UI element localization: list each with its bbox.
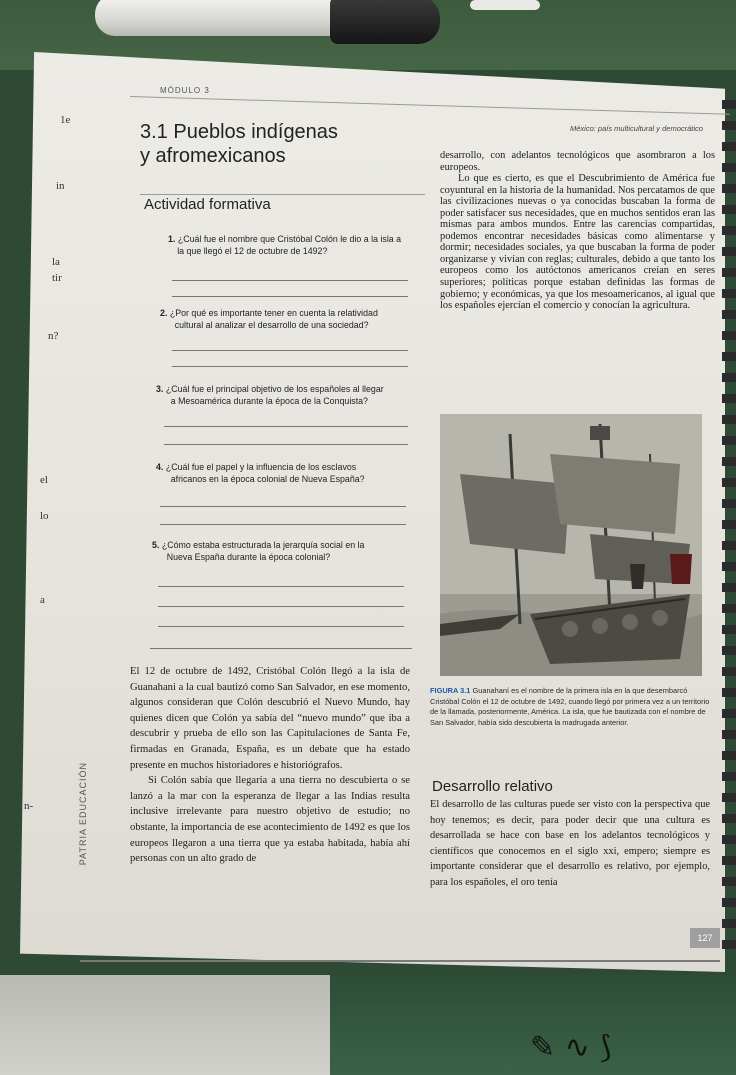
margin-fragment: a [40,594,45,606]
answer-line [164,426,408,427]
answer-line [172,280,408,281]
figure-caption [430,686,712,728]
right-column-text [440,150,715,312]
page-number: 127 [690,928,720,948]
question-3: 3. ¿Cuál fue el principal objetivo de los españoles al llegar a Mesoamérica durante la época de la Conquista? [156,384,384,407]
title-rule [140,194,425,195]
activity-divider [150,648,412,649]
desk-surface [0,975,330,1075]
margin-fragment: 1e [60,114,71,126]
figure-ships-illustration [440,414,702,676]
title-line-1: 3.1 Pueblos indígenas [140,121,338,143]
answer-line [158,586,404,587]
margin-fragment: n- [24,800,34,812]
question-5: 5. ¿Cómo estaba estructurada la jerarquía social en la Nueva España durante la época colonial? [152,540,365,563]
pen-tip [470,0,540,10]
answer-line [172,366,408,367]
answer-line [172,350,408,351]
activity-heading: Actividad formativa [144,196,271,213]
answer-line [164,444,408,445]
figure-label: FIGURA 3.1 [430,686,471,695]
section-heading: Desarrollo relativo [432,778,553,795]
question-2: 2. ¿Por qué es importante tener en cuenta la relatividad cultural al analizar el desarrollo de una sociedad? [160,308,378,331]
publisher-brand: PATRIA EDUCACIÓN [78,762,88,866]
paragraph: desarrollo, con adelantos tecnológicos que asombraron a los europeos. [440,150,715,173]
ship-drawing [440,414,702,676]
answer-line [160,524,406,525]
page-title [140,120,440,168]
question-4: 4. ¿Cuál fue el papel y la influencia de los esclavos africanos en la época colonial de Nueva España? [156,462,365,485]
margin-fragment: tir [52,272,62,284]
handwriting-scribble: ✎ ∿ ⟆ [530,1030,612,1065]
margin-fragment: in [56,180,65,192]
paragraph: Lo que es cierto, es que el Descubrimiento de América fue coyuntural en la historia de la humanidad. Nos percatamos de que las civilizaciones nuevas o ya conocidas buscaban la forma de poder satisfacer sus necesidades, que en muchos sentidos eran las mismas para ambos mundos. Entre las carencias compartidas, podemos encontrar necesidades básicas como alimentarse y dormir; necesidades sociales, ya que buscaban la forma de poder organizarse y vivían con reglas; culturales, debido a que tanto los europeos como los autóctonos americanos creían en seres superiores; políticas porque estaban definidas las formas de gobierno; y económicas, ya que los mesoamericanos, al igual que los españoles ejercían el comercio y conocían la agricultura. [440,173,715,312]
question-1: 1. ¿Cuál fue el nombre que Cristóbal Colón le dio a la isla a la que llegó el 12 de octubre de 1492? [168,234,402,257]
answer-line [158,626,404,627]
section-text: El desarrollo de las culturas puede ser visto con la perspectiva que hoy tenemos; es decir, para poder decir que una cultura es desarrollada se hace con base en los adelantos tecnológicos y científicos que conocemos en el siglo xxi, empero; siempre es importante considerar que el desarrollo es relativo, por ejemplo, para los españoles, el oro tenía [430,799,710,888]
footer-rule [80,960,720,962]
main-text [130,664,410,867]
figure-caption-text: Guanahaní es el nombre de la primera isla en la que desembarcó Cristóbal Colón el 12 de octubre de 1492, cuando llegó por primera vez a un territorio de la llamada, posteriormente, América. La isla, que fue bautizada con el nombre de San Salvador, había sido descubierta la madrugada anterior. [430,686,710,727]
spiral-binding [722,100,736,960]
paragraph: El 12 de octubre de 1492, Cristóbal Colón llegó a la isla de Guanahani a la cual bautizó como San Salvador, en ese momento, algunos consideran que Colón descubrió el Nuevo Mundo, hay quienes dicen que Colón ya sabía del “nuevo mundo” que iba a descubrir y prueba de ello son las Capitulaciones de Santa Fe, firmadas en Granada, España, es un debate que ha estado presente en muchos historiadores e historiógrafos. [130,666,410,771]
margin-fragment: n? [48,330,59,342]
answer-line [158,606,404,607]
pen-cap [330,0,440,44]
paragraph: Si Colón sabía que llegaría a una tierra no descubierta o se lanzó a la mar con la esperanza de llegar a las Indias resulta inclusive irrelevante para nuestro objetivo de estudio; no obstante, la importancia de ese acontecimiento de 1492 es que los europeos llegaron a una tierra que ya estaba habitada, había ahí personas con un alto grado de [130,775,410,865]
margin-fragment: el [40,474,48,486]
module-label: MÓDULO 3 [160,86,210,95]
title-line-2: y afromexicanos [140,145,286,167]
section-header: México: país multicultural y democrático [570,124,703,133]
margin-fragment: lo [40,510,49,522]
answer-line [172,296,408,297]
answer-line [160,506,406,507]
margin-fragment: la [52,256,60,268]
